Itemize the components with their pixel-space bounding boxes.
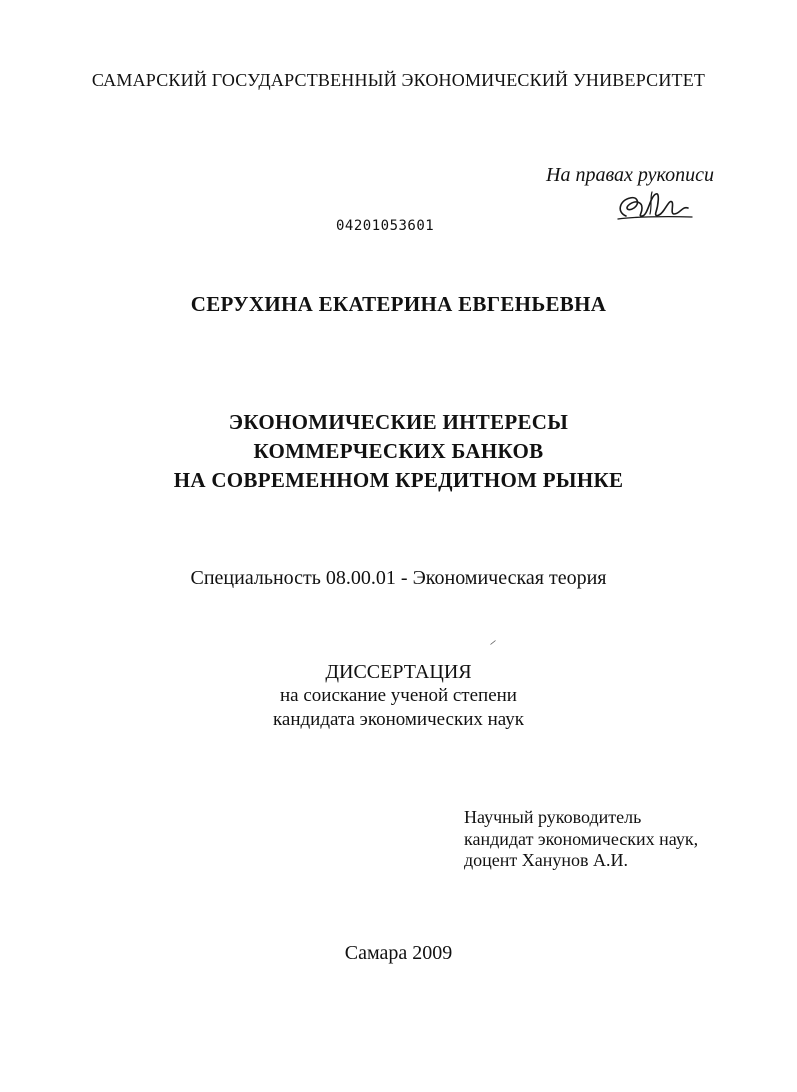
dissertation-heading: ДИССЕРТАЦИЯ — [325, 661, 472, 683]
title-line: НА СОВРЕМЕННОМ КРЕДИТНОМ РЫНКЕ — [173, 468, 624, 492]
manuscript-rights-note: На правах рукописи — [546, 164, 714, 186]
document-code: 04201053601 — [336, 218, 435, 234]
city-and-year: Самара 2009 — [344, 942, 453, 964]
title-line: ЭКОНОМИЧЕСКИЕ ИНТЕРЕСЫ — [228, 410, 569, 434]
handwritten-signature — [612, 186, 696, 222]
supervisor-line: Научный руководитель — [464, 807, 642, 827]
university-name: САМАРСКИЙ ГОСУДАРСТВЕННЫЙ ЭКОНОМИЧЕСКИЙ УНИВЕРСИТЕТ — [91, 70, 706, 90]
dissertation-title — [0, 408, 797, 495]
stray-mark — [490, 640, 496, 645]
author-name: СЕРУХИНА ЕКАТЕРИНА ЕВГЕНЬЕВНА — [190, 292, 607, 316]
degree-line: на соискание ученой степени — [280, 685, 517, 706]
degree-block — [0, 660, 797, 732]
title-line: КОММЕРЧЕСКИХ БАНКОВ — [253, 439, 544, 463]
supervisor-line: доцент Ханунов А.И. — [464, 850, 629, 870]
specialty-line: Специальность 08.00.01 - Экономическая теория — [190, 567, 607, 589]
degree-line: кандидата экономических наук — [272, 709, 525, 730]
supervisor-block — [464, 807, 698, 872]
supervisor-line: кандидат экономических наук, — [464, 828, 699, 849]
